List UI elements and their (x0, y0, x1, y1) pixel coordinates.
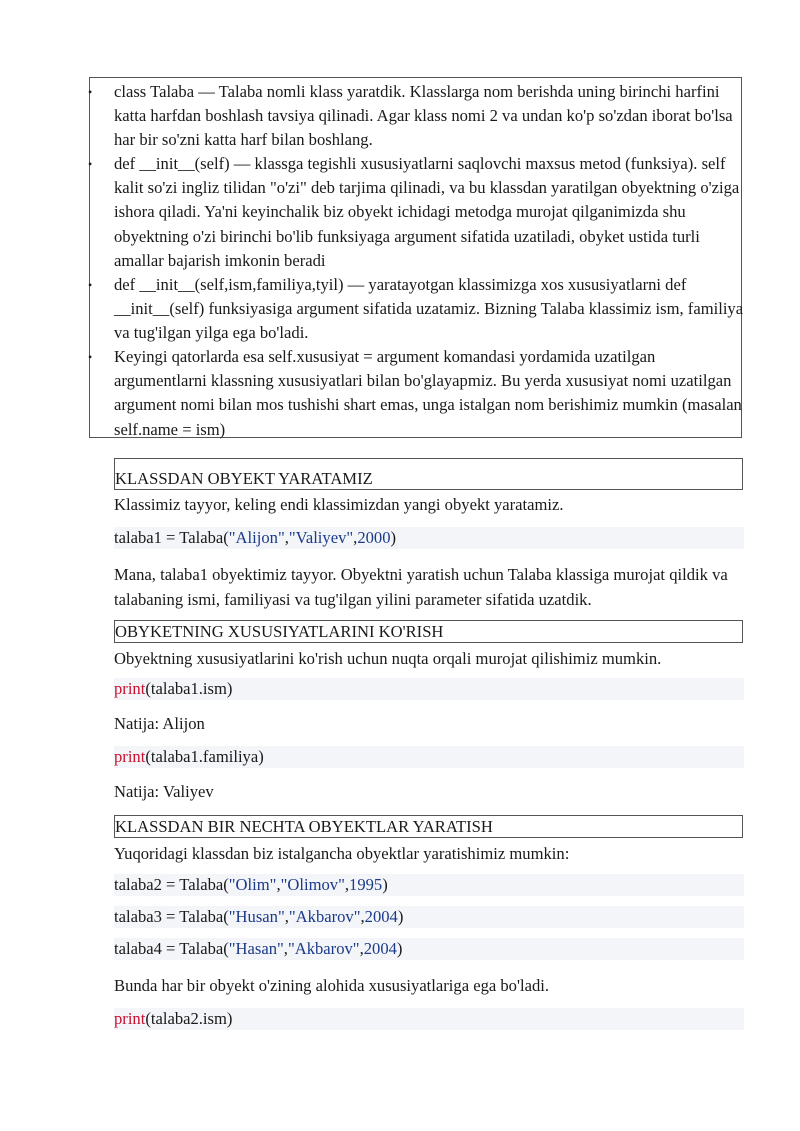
code-string: "Valiyev" (288, 528, 354, 547)
code-line (114, 1008, 744, 1030)
code-number: 2000 (357, 528, 391, 547)
paragraph: Bunda har bir obyekt o'zining alohida xususiyatlariga ega bo'ladi. (114, 976, 550, 995)
code-line (114, 938, 744, 960)
result-text: Natija: Valiyev (114, 782, 214, 801)
code-line (114, 874, 744, 896)
code-text: ) (390, 528, 397, 547)
code-text: , (360, 907, 365, 926)
code-text: talaba1 = Talaba( (114, 528, 229, 547)
code-line (114, 527, 744, 549)
bullet-icon: • (88, 350, 93, 364)
section-heading: KLASSDAN OBYEKT YARATAMIZ (114, 458, 743, 490)
code-text: (talaba2.ism) (145, 1009, 233, 1028)
code-number: 2004 (363, 939, 397, 958)
code-text: ) (382, 875, 388, 894)
code-number: 2004 (364, 907, 398, 926)
code-keyword: print (114, 679, 146, 698)
code-string: "Husan" (228, 907, 285, 926)
section-heading: KLASSDAN BIR NECHTA OBYEKTLAR YARATISH (114, 815, 743, 838)
code-string: "Hasan" (228, 939, 284, 958)
code-string: "Akbarov" (287, 939, 360, 958)
code-line (114, 678, 744, 700)
code-string: "Olimov" (280, 875, 345, 894)
code-text: , (344, 875, 350, 894)
code-text: , (353, 528, 358, 547)
result-text: Natija: Alijon (114, 714, 205, 733)
paragraph: Obyektning xususiyatlarini ko'rish uchun nuqta orqali murojat qilishimiz mumkin. (114, 649, 662, 668)
code-text: , (284, 528, 289, 547)
paragraph: Klassimiz tayyor, keling endi klassimizdan yangi obyekt yaratamiz. (114, 495, 564, 514)
bullet-text: Keyingi qatorlarda esa self.xususiyat = argument komandasi yordamida uzatilgan argumentlarni klassning xususiyatlari bilan bo'glayapmiz. Bu yerda xususiyat nomi uzatilgan argument nomi bilan mos tushishi shart emas, unga istalgan nom berishimiz mumkin (masalan self.name = ism) (114, 347, 742, 439)
code-text: (talaba1.ism) (145, 679, 233, 698)
code-keyword: print (114, 747, 146, 766)
bullet-text: def __init__(self,ism,familiya,tyil) — yaratayotgan klassimizga xos xususiyatlarni def __init__(self) funksiyasiga argument sifatida uzatamiz. Bizning Talaba klassimiz ism, familiya va tug'ilgan yilga ega bo'ladi. (114, 275, 744, 343)
bullet-text: def __init__(self) — klassga tegishli xususiyatlarni saqlovchi maxsus metod (funksiya). self kalit so'zi ingliz tilidan "o'zi" deb tarjima qilinadi, va bu klassdan yaratilgan obyektning o'ziga ishora qiladi. Ya'ni keyinchalik biz obyekt ichidagi metodga murojat qilganimizda shu obyektning o'zi birinchi bo'lib funksiyaga argument sifatida uzatiladi, obyket ustida turli amallar bajarish imkonin beradi (114, 154, 740, 270)
code-text: talaba3 = Talaba( (114, 907, 229, 926)
code-keyword: print (114, 1009, 146, 1028)
code-text: , (359, 939, 364, 958)
code-text: , (283, 939, 288, 958)
bullet-text: class Talaba — Talaba nomli klass yaratdik. Klasslarga nom berishda uning birinchi harfini katta harfdan boshlash tavsiya qilinadi. Agar klass nomi 2 va undan ko'p so'zdan iborat bo'lsa har bir so'zni katta harf bilan boshlang. (114, 82, 733, 150)
bullet-icon: • (88, 157, 93, 171)
code-number: 1995 (349, 875, 383, 894)
code-string: "Alijon" (228, 528, 285, 547)
paragraph: Yuqoridagi klassdan biz istalgancha obyektlar yaratishimiz mumkin: (114, 844, 570, 863)
code-text: ) (396, 939, 403, 958)
code-string: "Akbarov" (288, 907, 361, 926)
code-text: talaba4 = Talaba( (114, 939, 229, 958)
code-line (114, 906, 744, 928)
code-text: talaba2 = Talaba( (114, 875, 229, 894)
code-text: ) (397, 907, 404, 926)
bullet-icon: • (88, 278, 93, 292)
bullet-icon: • (88, 85, 93, 99)
code-text: , (284, 907, 289, 926)
bullet-list-box (89, 77, 742, 438)
code-text: , (276, 875, 281, 894)
code-string: "Olim" (228, 875, 277, 894)
code-line (114, 746, 744, 768)
code-text: (talaba1.familiya) (145, 747, 264, 766)
paragraph: Mana, talaba1 obyektimiz tayyor. Obyektni yaratish uchun Talaba klassiga murojat qildik va talabaning ismi, familiyasi va tug'ilgan yilini parameter sifatida uzatdik. (114, 565, 728, 609)
section-heading: OBYKETNING XUSUSIYATLARINI KO'RISH (114, 620, 743, 643)
